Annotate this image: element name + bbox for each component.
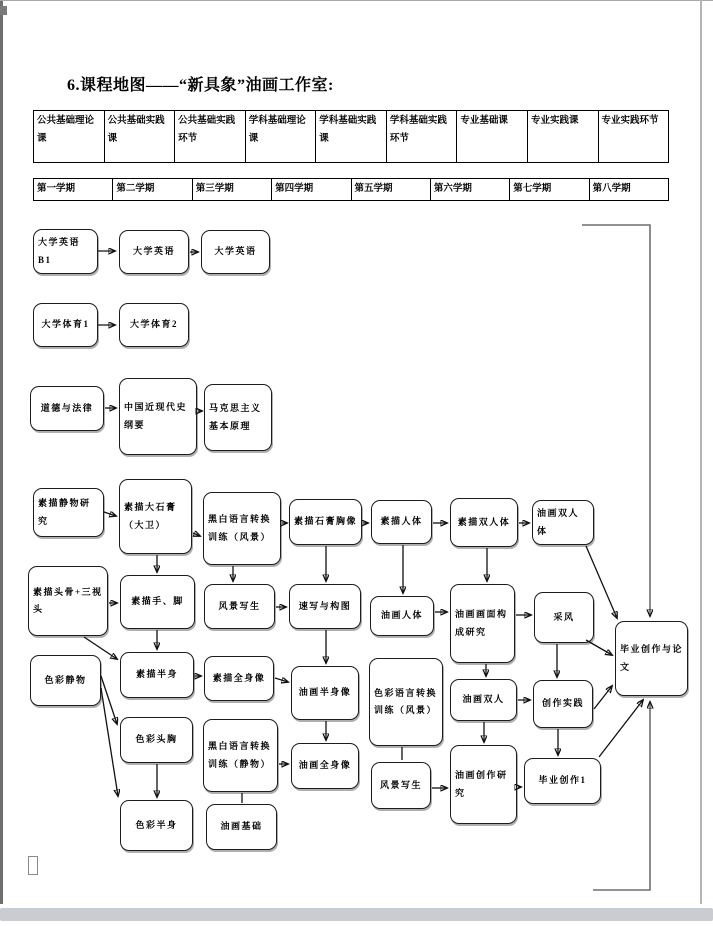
node-college-english-3: 大学英语 xyxy=(201,230,270,274)
category-cell: 公共基础实践环节 xyxy=(175,111,246,162)
node-landscape-sketching-2: 风景写生 xyxy=(371,762,431,809)
node-graduation-creation-1: 毕业创作1 xyxy=(524,758,601,804)
node-color-head-chest: 色彩头胸 xyxy=(120,717,193,763)
category-cell: 公共基础理论课 xyxy=(34,111,105,162)
node-sketch-still-life-research: 素描静物研究 xyxy=(33,488,104,537)
node-sketch-hands-feet: 素描手、脚 xyxy=(120,575,195,629)
category-cell: 学科基础实践课 xyxy=(316,111,387,162)
node-graduation-creation-thesis: 毕业创作与论文 xyxy=(615,621,688,696)
node-oil-full-body: 油画全身像 xyxy=(291,743,359,789)
semester-cell: 第七学期 xyxy=(510,179,589,200)
node-morality-law: 道德与法律 xyxy=(30,386,104,431)
page-corner-mark xyxy=(0,6,7,15)
node-marxism-principles: 马克思主义基本原理 xyxy=(204,384,272,451)
semester-cell: 第三学期 xyxy=(193,179,272,200)
page-right-edge xyxy=(700,0,702,904)
node-sketch-skull-three-views: 素描头骨+三视头 xyxy=(28,566,108,636)
category-cell: 专业实践环节 xyxy=(601,116,659,126)
node-quick-sketch-composition: 速写与构图 xyxy=(289,584,361,629)
category-cell: 专业基础课 xyxy=(457,111,528,162)
node-bw-language-conversion-still-life: 黑白语言转换训练（静物） xyxy=(203,719,278,792)
horizontal-scrollbar[interactable] xyxy=(0,908,713,921)
node-sketch-double-figure: 素描双人体 xyxy=(450,498,518,547)
semester-table xyxy=(33,178,669,201)
node-oil-figure: 油画人体 xyxy=(370,596,434,636)
node-color-language-conversion-landscape: 色彩语言转换训练（风景） xyxy=(369,658,443,746)
node-college-english-b1: 大学英语B1 xyxy=(33,229,98,274)
node-oil-creation-research: 油画创作研究 xyxy=(450,745,517,824)
node-oil-basics: 油画基础 xyxy=(206,804,277,850)
node-college-english-2: 大学英语 xyxy=(119,230,189,274)
node-oil-double-portrait: 油画双人 xyxy=(450,679,517,721)
node-sketch-plaster-bust: 素描石膏胸像 xyxy=(289,499,362,545)
node-landscape-sketching-1: 风景写生 xyxy=(204,584,275,629)
category-cell: 公共基础实践课 xyxy=(105,111,176,162)
node-college-pe-2: 大学体育2 xyxy=(119,303,189,347)
category-cell: 专业实践课 xyxy=(528,111,599,162)
node-creation-practice: 创作实践 xyxy=(533,680,593,728)
node-oil-composition-research: 油画画面构成研究 xyxy=(450,584,515,663)
node-color-half-body: 色彩半身 xyxy=(120,800,193,851)
node-college-pe-1: 大学体育1 xyxy=(33,303,98,347)
category-cell: 学科基础理论课 xyxy=(246,111,317,162)
node-oil-double-figure: 油画双人体 xyxy=(532,500,594,545)
semester-cell: 第二学期 xyxy=(113,179,192,200)
node-bw-language-conversion-landscape: 黑白语言转换训练（风景） xyxy=(203,492,281,565)
node-sketch-large-plaster-david: 素描大石膏（大卫） xyxy=(119,479,192,554)
page-title: 6.课程地图——“新具象”油画工作室: xyxy=(67,77,334,94)
node-sketch-figure: 素描人体 xyxy=(371,500,432,544)
node-sketch-half-body: 素描半身 xyxy=(120,652,194,698)
category-cell: 学科基础实践环节 xyxy=(387,111,458,162)
empty-anchor-box xyxy=(28,856,38,875)
node-modern-chinese-history: 中国近现代史纲要 xyxy=(119,378,197,455)
node-oil-half-body: 油画半身像 xyxy=(291,666,359,720)
page-top-edge xyxy=(0,0,713,1)
node-color-still-life: 色彩静物 xyxy=(30,655,101,706)
node-sketch-full-body: 素描全身像 xyxy=(204,656,274,701)
semester-cell: 第四学期 xyxy=(272,179,351,200)
node-field-study: 采风 xyxy=(534,592,594,643)
semester-cell: 第八学期 xyxy=(592,184,631,194)
semester-cell: 第一学期 xyxy=(34,179,113,200)
semester-cell: 第六学期 xyxy=(431,179,510,200)
semester-cell: 第五学期 xyxy=(352,179,431,200)
page-left-edge xyxy=(0,0,3,904)
course-category-table xyxy=(33,110,669,163)
